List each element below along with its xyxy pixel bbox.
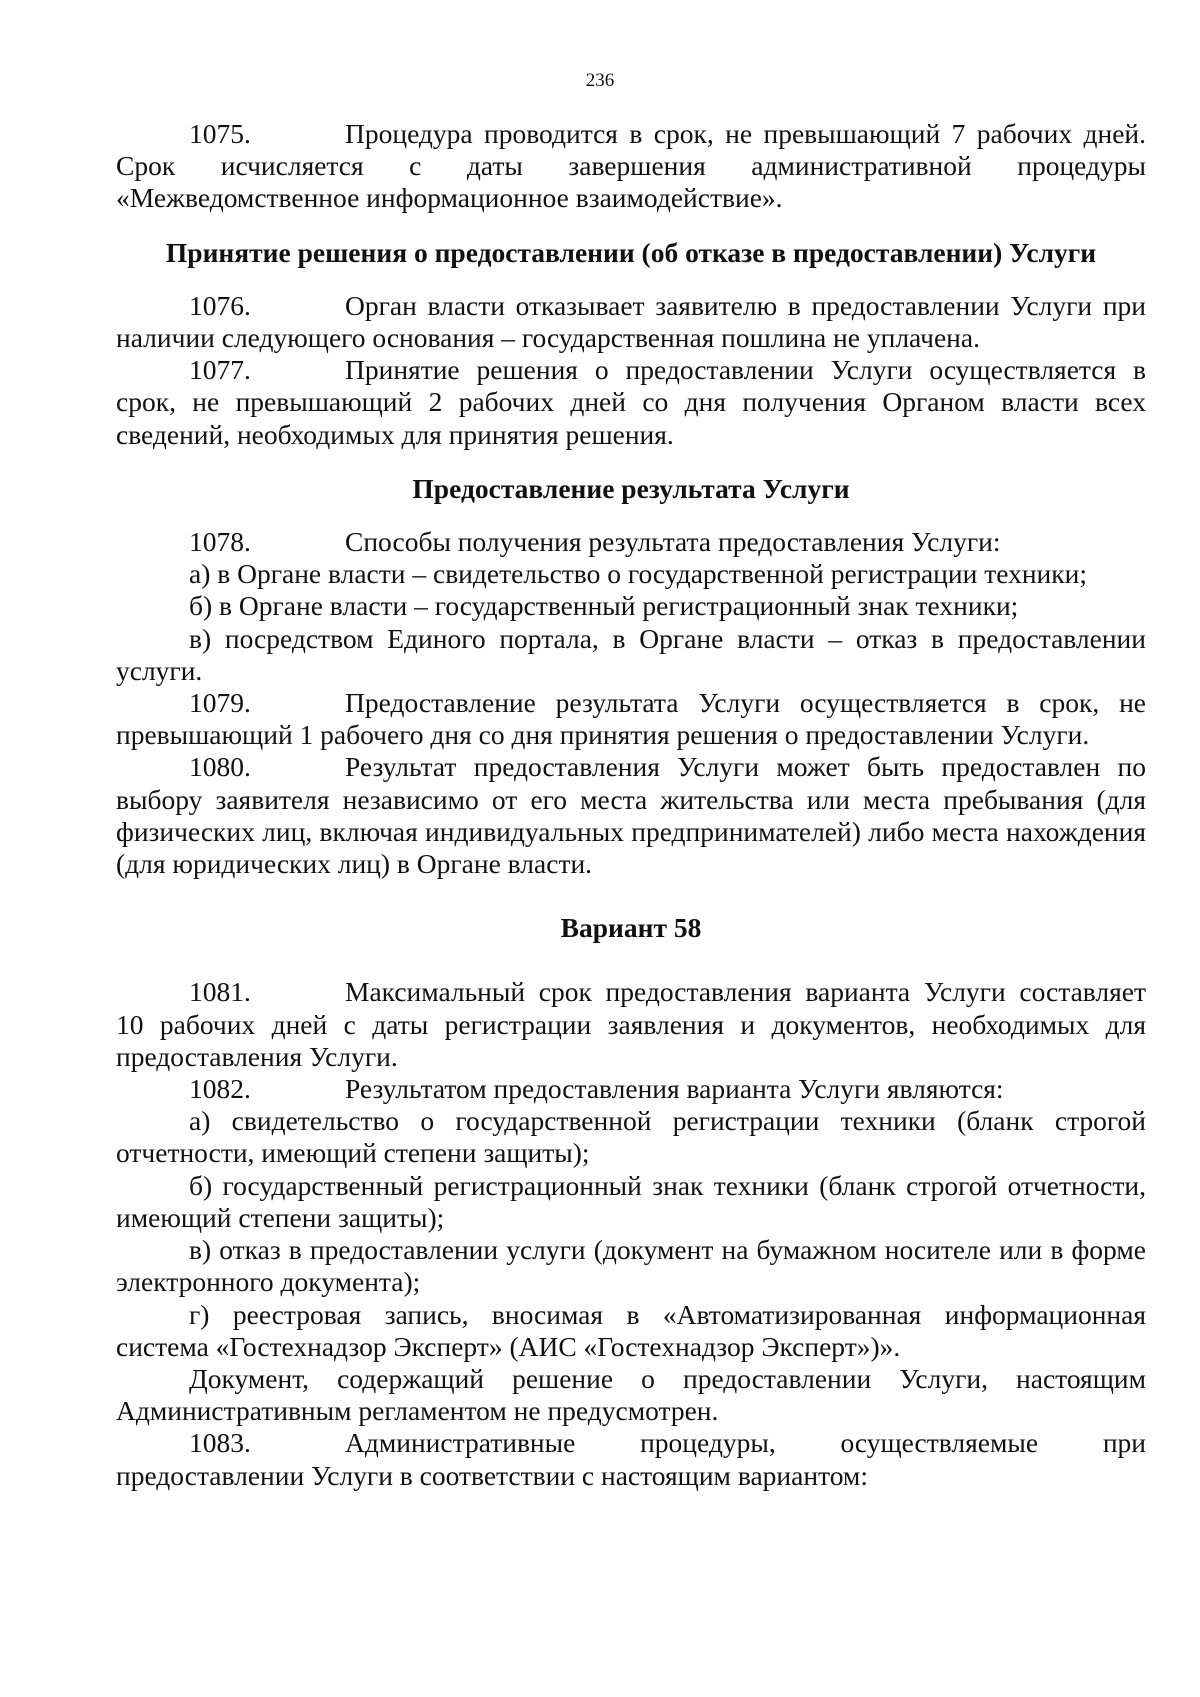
paragraph-1075 [116,118,1146,215]
clause-number: 1079. [189,687,251,719]
list-item-1082-c: в) отказ в предоставлении услуги (документ на бумажном носителе или в форме электронного документа); [116,1234,1146,1298]
list-item-1078-c: в) посредством Единого портала, в Органе власти – отказ в предоставлении услуги. [116,622,1146,686]
clause-number: 1082. [189,1073,251,1105]
list-item-1082-d: г) реестровая запись, вносимая в «Автоматизированная информационная система «Гостехнадзор Эксперт» (АИС «Гостехнадзор Эксперт»)». [116,1298,1146,1362]
list-item-1078-b: б) в Органе власти – государственный регистрационный знак техники; [189,590,1019,622]
clause-number: 1081. [189,976,251,1008]
paragraph-1078 [116,526,1146,558]
clause-number: 1077. [189,354,251,386]
paragraph-1076 [116,290,1146,354]
list-item-1078-a: а) в Органе власти – свидетельство о государственной регистрации техники; [189,558,1087,590]
clause-number: 1075. [189,118,251,149]
clause-text: Способы получения результата предоставления Услуги: [345,526,1001,558]
clause-text: Административные процедуры, осуществляемые при предоставлении Услуги в соответствии с настоящим вариантом: [116,1427,1146,1491]
page-number: 236 [585,70,615,91]
paragraph-1080 [116,751,1146,880]
paragraph-1079 [116,687,1146,751]
clause-text: Максимальный срок предоставления варианта Услуги составляет 10 рабочих дней с даты регистрации заявления и документов, необходимых для предоставления Услуги. [116,976,1146,1072]
paragraph-1081 [116,976,1146,1073]
clause-number: 1076. [189,289,251,321]
clause-number: 1083. [189,1427,251,1459]
clause-text: Орган власти отказывает заявителю в предоставлении Услуги при наличии следующего основания – государственная пошлина не уплачена. [116,289,1146,354]
list-item-1082-b: б) государственный регистрационный знак техники (бланк строгой отчетности, имеющий степени защиты); [116,1169,1146,1233]
clause-text: Результат предоставления Услуги может быть предоставлен по выбору заявителя независимо от его места жительства или места пребывания (для физических лиц, включая индивидуальных предпринимателей) либо места нахождения (для юридических лиц) в Органе власти. [116,751,1146,880]
document-body [116,118,1146,1492]
clause-text: Результатом предоставления варианта Услуги являются: [345,1073,1004,1105]
clause-text: Процедура проводится в срок, не превышающий 7 рабочих дней. Срок исчисляется с даты завершения административной процедуры «Межведомственное информационное взаимодействие». [116,118,1146,214]
paragraph-1082 [116,1073,1146,1105]
paragraph-1083 [116,1427,1146,1491]
section-heading-variant: Вариант 58 [560,912,702,944]
section-heading-result: Предоставление результата Услуги [412,472,850,504]
section-heading-decision: Принятие решения о предоставлении (об отказе в предоставлении) Услуги [165,236,1097,268]
paragraph-1077 [116,354,1146,451]
list-item-1082-a: а) свидетельство о государственной регистрации техники (бланк строгой отчетности, имеющий степени защиты); [116,1105,1146,1169]
clause-text: Предоставление результата Услуги осуществляется в срок, не превышающий 1 рабочего дня со дня принятия решения о предоставлении Услуги. [116,687,1146,751]
clause-number: 1080. [189,751,251,783]
paragraph-1082-note: Документ, содержащий решение о предоставлении Услуги, настоящим Административным регламентом не предусмотрен. [116,1362,1146,1427]
clause-text: Принятие решения о предоставлении Услуги осуществляется в срок, не превышающий 2 рабочих дней со дня получения Органом власти всех сведений, необходимых для принятия решения. [116,354,1146,450]
clause-number: 1078. [189,526,251,558]
